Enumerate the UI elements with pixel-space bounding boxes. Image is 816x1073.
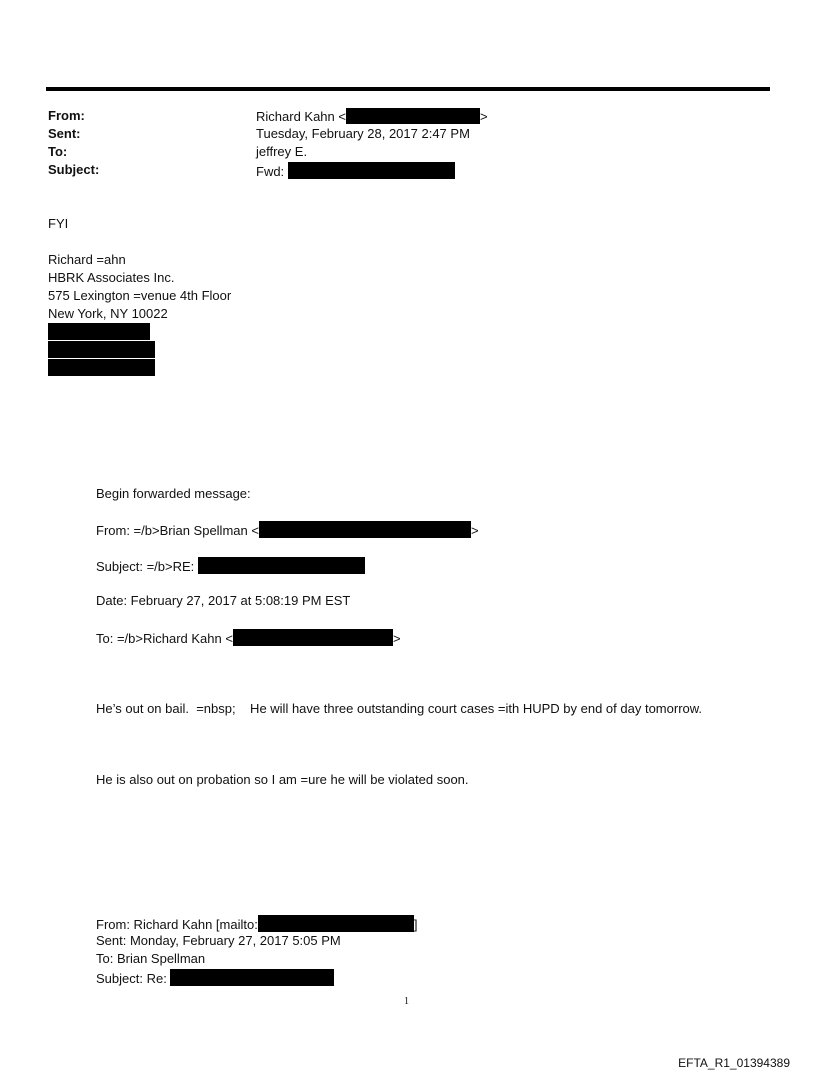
original-subject	[96, 969, 334, 986]
page-number: 1	[404, 996, 409, 1007]
message-paragraph: He is also out on probation so I am =ure he will be violated soon.	[96, 772, 469, 787]
from-value	[256, 108, 488, 124]
forward-heading: Begin forwarded message:	[96, 486, 251, 501]
signature-name: Richard =ahn	[48, 252, 126, 267]
redaction-block	[346, 108, 480, 124]
forward-from-close: >	[470, 523, 479, 538]
message-paragraph: He’s out on bail. =nbsp; He will have three outstanding court cases =ith HUPD by end of day tomorrow.	[96, 701, 703, 716]
redaction-block	[170, 969, 334, 986]
original-to: To: Brian Spellman	[96, 951, 206, 966]
original-from-close: ]	[413, 917, 418, 932]
signature-city: New York, NY 10022	[48, 306, 168, 321]
from-name: Richard Kahn <	[256, 109, 346, 124]
forward-date: Date: February 27, 2017 at 5:08:19 PM EST	[96, 593, 351, 608]
original-subject-prefix: Subject: Re:	[96, 971, 167, 986]
from-label: From:	[48, 108, 85, 123]
fyi-text: FYI	[48, 216, 69, 231]
to-value: jeffrey E.	[256, 144, 308, 159]
subject-value	[256, 162, 455, 179]
document-id: EFTA_R1_01394389	[678, 1056, 790, 1070]
redaction-block	[288, 162, 455, 179]
redaction-block	[48, 341, 155, 358]
redaction-block	[198, 557, 365, 574]
signature-address: 575 Lexington =venue 4th Floor	[48, 288, 232, 303]
subject-label: Subject:	[48, 162, 100, 177]
signature-company: HBRK Associates Inc.	[48, 270, 175, 285]
original-sent: Sent: Monday, February 27, 2017 5:05 PM	[96, 933, 341, 948]
sent-label: Sent:	[48, 126, 81, 141]
forward-from	[96, 521, 479, 538]
forward-subject	[96, 557, 365, 574]
original-from	[96, 915, 417, 932]
forward-from-prefix: From: =/b>Brian Spellman <	[96, 523, 259, 538]
redaction-block	[259, 521, 471, 538]
redaction-block	[48, 359, 155, 376]
sent-value: Tuesday, February 28, 2017 2:47 PM	[256, 126, 470, 141]
header-rule	[46, 87, 770, 91]
forward-to	[96, 629, 401, 646]
forward-subject-prefix: Subject: =/b>RE:	[96, 559, 195, 574]
redaction-block	[48, 323, 150, 340]
redaction-block	[258, 915, 414, 932]
original-from-prefix: From: Richard Kahn [mailto:	[96, 917, 258, 932]
subject-prefix: Fwd:	[256, 164, 285, 179]
forward-to-close: >	[392, 631, 401, 646]
to-label: To:	[48, 144, 68, 159]
redaction-block	[233, 629, 393, 646]
forward-to-prefix: To: =/b>Richard Kahn <	[96, 631, 233, 646]
from-close: >	[479, 109, 488, 124]
